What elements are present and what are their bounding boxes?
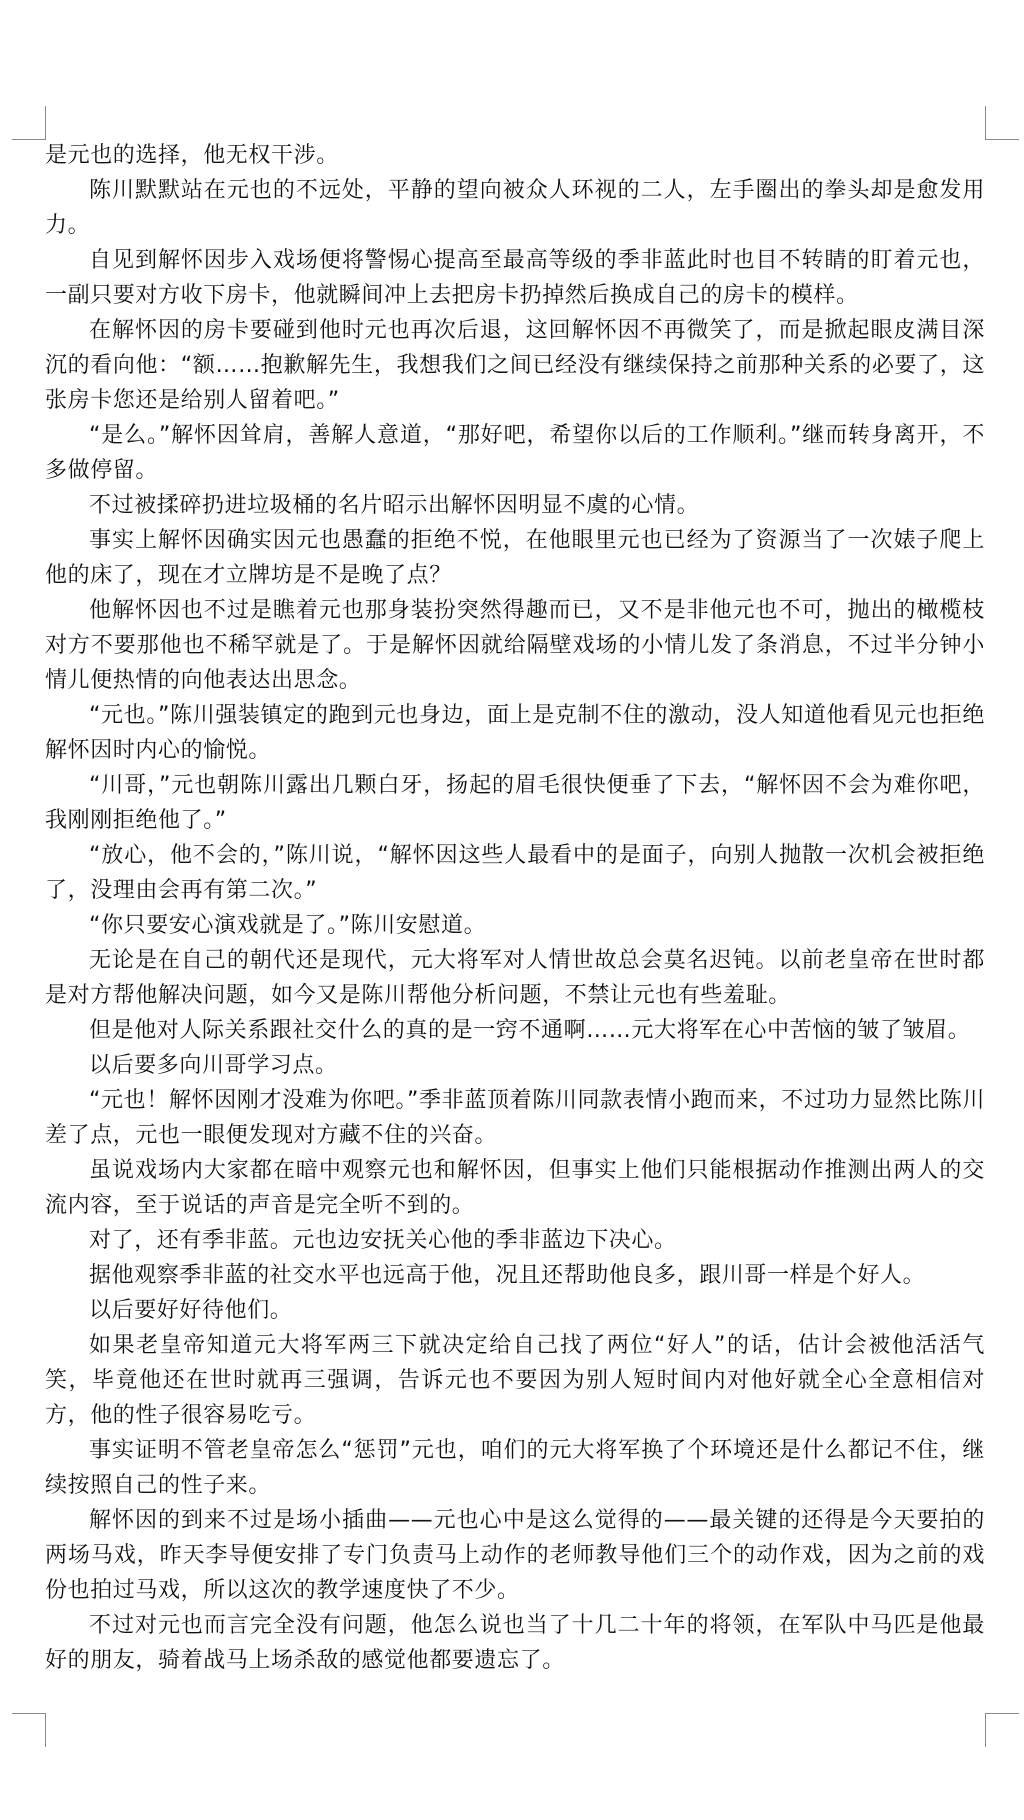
- paragraph: 自见到解怀因步入戏场便将警惕心提高至最高等级的季非蓝此时也目不转睛的盯着元也，一副只要对方收下房卡，他就瞬间冲上去把房卡扔掉然后换成自己的房卡的模样。: [45, 248, 985, 308]
- paragraph: “元也。”陈川强装镇定的跑到元也身边，面上是克制不住的激动，没人知道他看见元也拒绝解怀因时内心的愉悦。: [45, 703, 985, 763]
- paragraph: 无论是在自己的朝代还是现代，元大将军对人情世故总会莫名迟钝。以前老皇帝在世时都是对方帮他解决问题，如今又是陈川帮他分析问题，不禁让元也有些羞耻。: [45, 948, 985, 1008]
- crop-mark-bottom-right: [985, 1713, 1019, 1747]
- paragraph: 对了，还有季非蓝。元也边安抚关心他的季非蓝边下决心。: [89, 1228, 677, 1253]
- crop-mark-bottom-left: [12, 1713, 46, 1747]
- paragraph: “是么。”解怀因耸肩，善解人意道，“那好吧，希望你以后的工作顺利。”继而转身离开，不多做停留。: [45, 423, 985, 483]
- paragraph: 解怀因的到来不过是场小插曲——元也心中是这么觉得的——最关键的还得是今天要拍的两场马戏，昨天李导便安排了专门负责马上动作的老师教导他们三个的动作戏，因为之前的戏份也拍过马戏，所以这次的教学速度快了不少。: [45, 1508, 985, 1603]
- paragraph: “川哥，”元也朝陈川露出几颗白牙，扬起的眉毛很快便垂了下去，“解怀因不会为难你吧，我刚刚拒绝他了。”: [45, 773, 985, 833]
- paragraph: 以后要好好待他们。: [89, 1298, 293, 1323]
- paragraph: 虽说戏场内大家都在暗中观察元也和解怀因，但事实上他们只能根据动作推测出两人的交流内容，至于说话的声音是完全听不到的。: [45, 1158, 985, 1218]
- crop-mark-top-right: [985, 106, 1019, 140]
- paragraph: 陈川默默站在元也的不远处，平静的望向被众人环视的二人，左手圈出的拳头却是愈发用力。: [45, 178, 985, 238]
- paragraph: 如果老皇帝知道元大将军两三下就决定给自己找了两位“好人”的话，估计会被他活活气笑，毕竟他还在世时就再三强调，告诉元也不要因为别人短时间内对他好就全心全意相信对方，他的性子很容易吃亏。: [45, 1333, 985, 1428]
- paragraph: 以后要多向川哥学习点。: [89, 1053, 338, 1078]
- paragraph: 事实证明不管老皇帝怎么“惩罚”元也，咱们的元大将军换了个环境还是什么都记不住，继续按照自己的性子来。: [45, 1438, 985, 1498]
- paragraph: 是元也的选择，他无权干涉。: [45, 143, 339, 168]
- paragraph: 不过对元也而言完全没有问题，他怎么说也当了十几二十年的将领，在军队中马匹是他最好的朋友，骑着战马上场杀敌的感觉他都要遗忘了。: [45, 1613, 985, 1673]
- paragraph: “放心，他不会的，”陈川说，“解怀因这些人最看中的是面子，向别人抛散一次机会被拒绝了，没理由会再有第二次。”: [45, 843, 985, 903]
- paragraph: 不过被揉碎扔进垃圾桶的名片昭示出解怀因明显不虞的心情。: [89, 493, 700, 518]
- crop-mark-top-left: [12, 106, 46, 140]
- body-text: [45, 138, 985, 1678]
- paragraph: 据他观察季非蓝的社交水平也远高于他，况且还帮助他良多，跟川哥一样是个好人。: [89, 1263, 926, 1288]
- paragraph: 事实上解怀因确实因元也愚蠢的拒绝不悦，在他眼里元也已经为了资源当了一次婊子爬上他的床了，现在才立牌坊是不是晚了点？: [45, 528, 985, 588]
- paragraph: “元也！解怀因刚才没难为你吧。”季非蓝顶着陈川同款表情小跑而来，不过功力显然比陈川差了点，元也一眼便发现对方藏不住的兴奋。: [45, 1088, 985, 1148]
- paragraph: 但是他对人际关系跟社交什么的真的是一窍不通啊……元大将军在心中苦恼的皱了皱眉。: [89, 1018, 971, 1043]
- paragraph: “你只要安心演戏就是了。”陈川安慰道。: [89, 913, 487, 938]
- paragraph: 他解怀因也不过是瞧着元也那身装扮突然得趣而已，又不是非他元也不可，抛出的橄榄枝对方不要那他也不稀罕就是了。于是解怀因就给隔壁戏场的小情儿发了条消息，不过半分钟小情儿便热情的向他表达出思念。: [45, 598, 985, 693]
- paragraph: 在解怀因的房卡要碰到他时元也再次后退，这回解怀因不再微笑了，而是掀起眼皮满目深沉的看向他：“额……抱歉解先生，我想我们之间已经没有继续保持之前那种关系的必要了，这张房卡您还是给别人留着吧。”: [45, 318, 985, 413]
